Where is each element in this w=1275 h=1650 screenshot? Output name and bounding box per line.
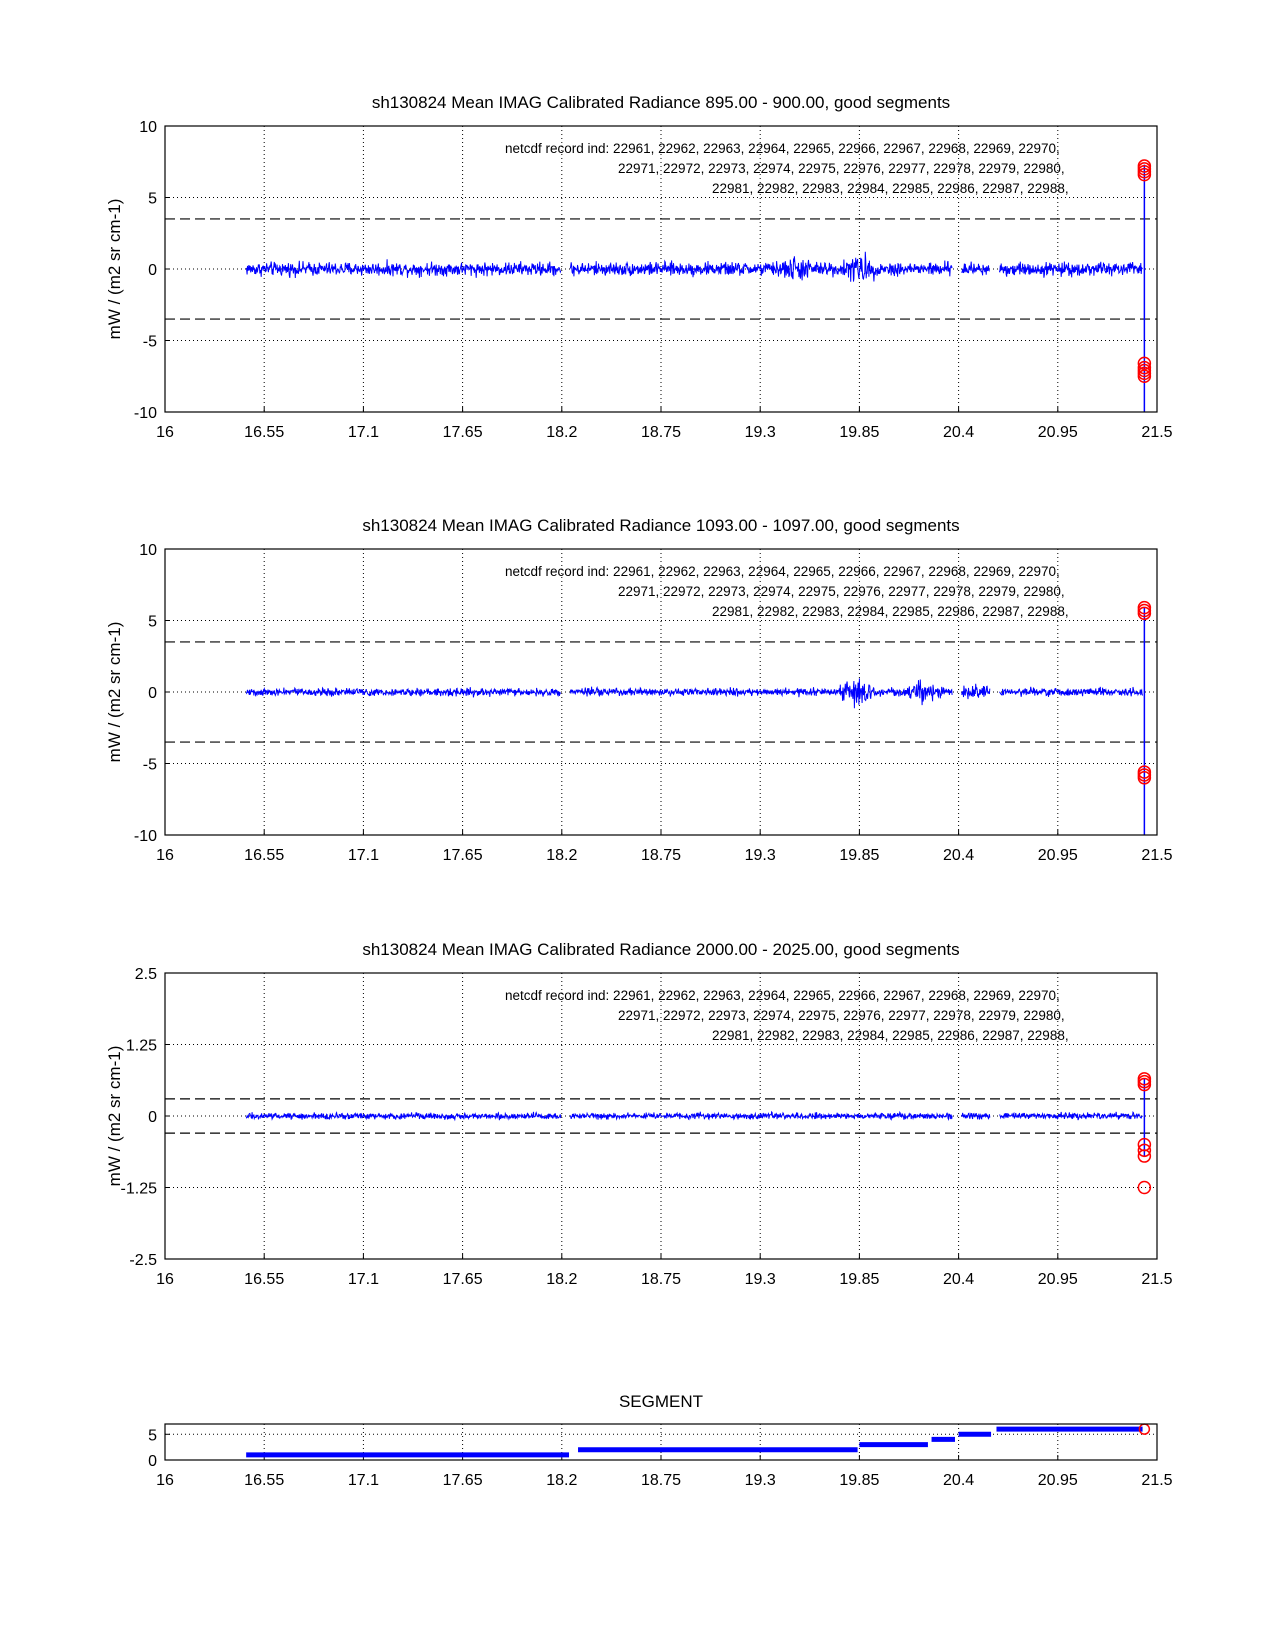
y-tick-label: -10 <box>133 405 157 422</box>
record-index-annotation: 22971, 22972, 22973, 22974, 22975, 22976, 22977, 22978, 22979, 22980, <box>618 1008 1065 1023</box>
record-index-annotation: 22981, 22982, 22983, 22984, 22985, 22986, 22987, 22988, <box>712 1028 1069 1043</box>
record-index-annotation: 22981, 22982, 22983, 22984, 22985, 22986, 22987, 22988, <box>712 604 1069 619</box>
x-tick-label: 21.5 <box>1141 847 1173 864</box>
chart-panel-2 <box>105 516 1173 864</box>
x-tick-label: 17.1 <box>347 847 379 864</box>
chart-panel-1 <box>105 93 1173 441</box>
x-tick-label: 17.65 <box>442 1271 483 1288</box>
y-tick-label: 2.5 <box>134 966 157 983</box>
x-tick-label: 18.2 <box>546 847 578 864</box>
y-tick-label: -5 <box>142 333 157 351</box>
y-tick-label: 10 <box>139 119 157 136</box>
radiance-trace <box>246 678 1142 708</box>
x-tick-label: 21.5 <box>1141 1472 1173 1489</box>
chart-title: SEGMENT <box>618 1392 704 1411</box>
record-index-annotation: netcdf record ind: 22961, 22962, 22963, 22964, 22965, 22966, 22967, 22968, 22969, 22970, <box>505 988 1060 1003</box>
x-tick-label: 19.85 <box>839 1472 880 1489</box>
y-tick-label: -1.25 <box>120 1180 157 1198</box>
record-index-annotation: netcdf record ind: 22961, 22962, 22963, 22964, 22965, 22966, 22967, 22968, 22969, 22970, <box>505 141 1060 156</box>
x-tick-label: 18.2 <box>546 1271 578 1288</box>
y-axis-label: mW / (m2 sr cm-1) <box>105 198 124 340</box>
x-tick-label: 19.3 <box>744 424 776 441</box>
x-tick-label: 20.4 <box>943 424 975 441</box>
x-tick-label: 18.75 <box>640 1271 682 1288</box>
y-axis-label: mW / (m2 sr cm-1) <box>105 621 124 763</box>
x-tick-label: 16 <box>156 847 174 864</box>
record-index-annotation: netcdf record ind: 22961, 22962, 22963, 22964, 22965, 22966, 22967, 22968, 22969, 22970, <box>505 564 1060 579</box>
y-tick-label: 0 <box>148 1109 157 1126</box>
x-tick-label: 16 <box>156 424 174 441</box>
x-tick-label: 16 <box>156 1271 174 1288</box>
x-tick-label: 17.65 <box>442 1472 483 1489</box>
y-tick-label: -10 <box>133 828 157 845</box>
x-tick-label: 19.85 <box>839 1271 880 1288</box>
x-tick-label: 20.95 <box>1037 847 1078 864</box>
x-tick-label: 19.85 <box>839 424 880 441</box>
x-tick-label: 17.1 <box>347 424 379 441</box>
outlier-marker <box>1138 1182 1150 1194</box>
radiance-trace <box>246 1112 1142 1121</box>
x-tick-label: 18.2 <box>546 1472 578 1489</box>
chart-title: sh130824 Mean IMAG Calibrated Radiance 1093.00 - 1097.00, good segments <box>362 516 960 535</box>
y-tick-label: -2.5 <box>129 1252 157 1269</box>
y-tick-label: -5 <box>142 756 157 774</box>
x-tick-label: 16.55 <box>244 1271 285 1288</box>
y-tick-label: 0 <box>148 262 157 279</box>
chart-title: sh130824 Mean IMAG Calibrated Radiance 895.00 - 900.00, good segments <box>371 93 951 112</box>
x-tick-label: 16 <box>156 1472 174 1489</box>
x-tick-label: 19.85 <box>839 847 880 864</box>
x-tick-label: 16.55 <box>244 847 285 864</box>
y-tick-label: 5 <box>148 1427 157 1445</box>
x-tick-label: 19.3 <box>744 1472 776 1489</box>
y-tick-label: 0 <box>148 1453 157 1470</box>
radiance-trace <box>246 252 1142 282</box>
chart-panel-4 <box>148 1392 1173 1489</box>
record-index-annotation: 22971, 22972, 22973, 22974, 22975, 22976, 22977, 22978, 22979, 22980, <box>618 584 1065 599</box>
y-tick-label: 5 <box>148 190 157 208</box>
y-axis-label: mW / (m2 sr cm-1) <box>105 1045 124 1187</box>
x-tick-label: 20.95 <box>1037 1271 1078 1288</box>
chart-panel-3 <box>105 940 1173 1288</box>
y-tick-label: 10 <box>139 542 157 559</box>
y-tick-label: 5 <box>148 613 157 631</box>
record-index-annotation: 22981, 22982, 22983, 22984, 22985, 22986, 22987, 22988, <box>712 181 1069 196</box>
y-tick-label: 1.25 <box>125 1037 157 1055</box>
x-tick-label: 20.4 <box>943 1271 975 1288</box>
x-tick-label: 21.5 <box>1141 424 1173 441</box>
x-tick-label: 17.65 <box>442 424 483 441</box>
x-tick-label: 19.3 <box>744 847 776 864</box>
x-tick-label: 16.55 <box>244 1472 285 1489</box>
x-tick-label: 16.55 <box>244 424 285 441</box>
x-tick-label: 19.3 <box>744 1271 776 1288</box>
y-tick-label: 0 <box>148 685 157 702</box>
x-tick-label: 18.2 <box>546 424 578 441</box>
x-tick-label: 17.1 <box>347 1271 379 1288</box>
x-tick-label: 17.65 <box>442 847 483 864</box>
chart-title: sh130824 Mean IMAG Calibrated Radiance 2000.00 - 2025.00, good segments <box>362 940 960 959</box>
x-tick-label: 20.4 <box>943 847 975 864</box>
x-tick-label: 18.75 <box>640 424 682 441</box>
record-index-annotation: 22971, 22972, 22973, 22974, 22975, 22976, 22977, 22978, 22979, 22980, <box>618 161 1065 176</box>
x-tick-label: 20.4 <box>943 1472 975 1489</box>
x-tick-label: 17.1 <box>347 1472 379 1489</box>
x-tick-label: 18.75 <box>640 847 682 864</box>
x-tick-label: 20.95 <box>1037 1472 1078 1489</box>
x-tick-label: 18.75 <box>640 1472 682 1489</box>
x-tick-label: 21.5 <box>1141 1271 1173 1288</box>
x-tick-label: 20.95 <box>1037 424 1078 441</box>
